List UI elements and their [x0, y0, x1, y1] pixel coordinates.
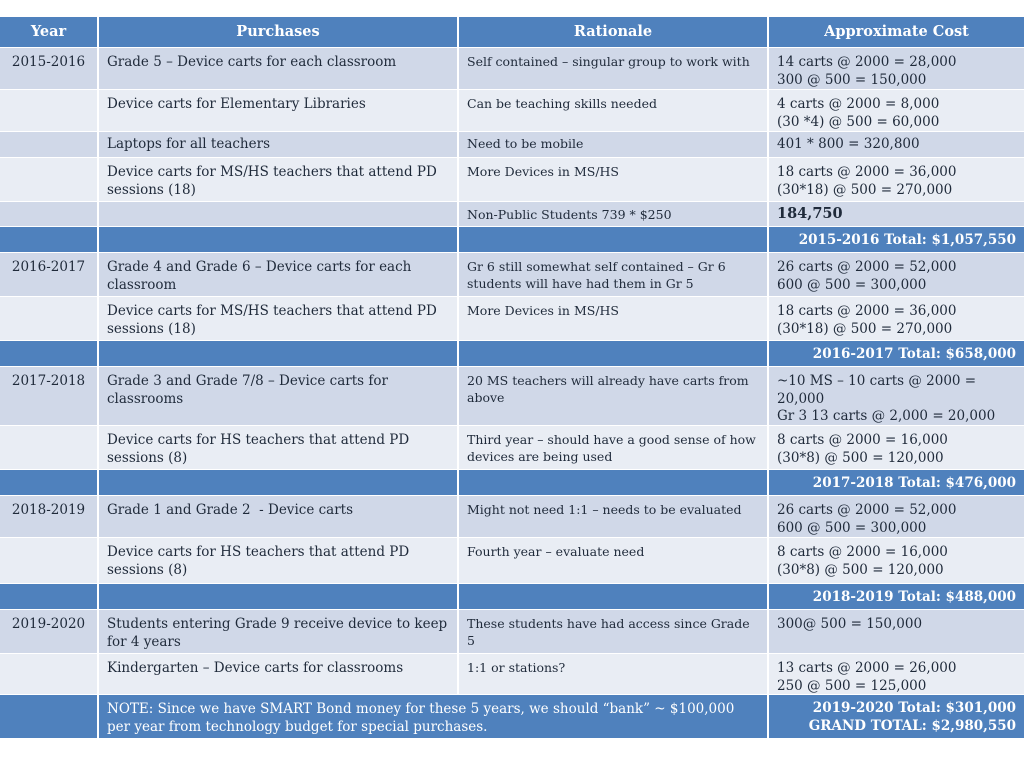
year-cell: [0, 654, 99, 694]
table-row: [0, 610, 1024, 653]
cost-cell: [769, 297, 1024, 340]
table-row: [0, 202, 1024, 226]
year-cell: [0, 158, 99, 201]
purchase-cell: Grade 5 – Device carts for each classroom: [99, 48, 459, 89]
year-cell: 2016-2017: [0, 253, 99, 296]
purchase-cell: Device carts for HS teachers that attend PD sessions (8): [99, 426, 459, 469]
cost-line: 13 carts @ 2000 = 26,000: [777, 660, 957, 676]
rationale-cell: Can be teaching skills needed: [459, 90, 769, 131]
table-row: [0, 538, 1024, 583]
cost-cell: [769, 496, 1024, 537]
cost-cell: [769, 158, 1024, 201]
rationale-cell: Third year – should have a good sense of how devices are being used: [459, 426, 769, 469]
header-year: Year: [0, 17, 99, 47]
cost-line: 8 carts @ 2000 = 16,000: [777, 432, 948, 448]
year-cell: [0, 538, 99, 583]
grand-total-cell: [769, 695, 1024, 738]
table-row: [0, 297, 1024, 340]
cost-cell: [769, 367, 1024, 425]
header-purchases: Purchases: [99, 17, 459, 47]
rationale-cell: Need to be mobile: [459, 132, 769, 157]
cost-cell: [769, 426, 1024, 469]
year-cell: [0, 297, 99, 340]
subtotal-value: 2016-2017 Total: $658,000: [769, 341, 1024, 366]
year-cell: 2019-2020: [0, 610, 99, 653]
header-cost: Approximate Cost: [769, 17, 1024, 47]
cost-cell: [769, 90, 1024, 131]
year-cell: 2015-2016: [0, 48, 99, 89]
rationale-cell: Self contained – singular group to work with: [459, 48, 769, 89]
table-row: [0, 132, 1024, 157]
year-cell: [0, 90, 99, 131]
cost-cell: [769, 538, 1024, 583]
cost-cell: [769, 132, 1024, 157]
year-cell: [0, 426, 99, 469]
cost-line: 26 carts @ 2000 = 52,000: [777, 259, 957, 275]
cost-line: 300@ 500 = 150,000: [777, 616, 923, 632]
rationale-cell: Gr 6 still somewhat self contained – Gr 6 students will have had them in Gr 5: [459, 253, 769, 296]
cost-line: Gr 3 13 carts @ 2,000 = 20,000: [777, 408, 996, 424]
year-cell: [0, 202, 99, 226]
purchase-cell: [99, 202, 459, 226]
subtotal-row: [0, 470, 1024, 495]
year-cell: 2017-2018: [0, 367, 99, 425]
table-row: [0, 90, 1024, 131]
cost-cell: [769, 48, 1024, 89]
rationale-cell: Might not need 1:1 – needs to be evaluated: [459, 496, 769, 537]
note-row: [0, 695, 1024, 738]
purchase-cell: Kindergarten – Device carts for classrooms: [99, 654, 459, 694]
purchase-cell: Students entering Grade 9 receive device to keep for 4 years: [99, 610, 459, 653]
cost-line: 18 carts @ 2000 = 36,000: [777, 164, 957, 180]
rationale-cell: 1:1 or stations?: [459, 654, 769, 694]
cost-line: 184,750: [777, 205, 843, 222]
cost-line: 4 carts @ 2000 = 8,000: [777, 96, 940, 112]
cost-line: 300 @ 500 = 150,000: [777, 71, 927, 88]
cost-line: 8 carts @ 2000 = 16,000: [777, 544, 948, 560]
subtotal-value: 2019-2020 Total: $301,000: [812, 700, 1016, 716]
year-cell: [0, 132, 99, 157]
cost-cell: [769, 610, 1024, 653]
cost-cell: [769, 202, 1024, 226]
cost-line: (30*18) @ 500 = 270,000: [777, 181, 953, 198]
cost-line: (30*18) @ 500 = 270,000: [777, 320, 953, 337]
table-row: [0, 253, 1024, 296]
year-cell: 2018-2019: [0, 496, 99, 537]
subtotal-value: 2017-2018 Total: $476,000: [769, 470, 1024, 495]
cost-cell: [769, 654, 1024, 694]
cost-cell: [769, 253, 1024, 296]
rationale-cell: More Devices in MS/HS: [459, 297, 769, 340]
purchase-cell: Device carts for HS teachers that attend PD sessions (8): [99, 538, 459, 583]
purchase-cell: Grade 3 and Grade 7/8 – Device carts for classrooms: [99, 367, 459, 425]
header-rationale: Rationale: [459, 17, 769, 47]
subtotal-row: [0, 584, 1024, 609]
budget-note: NOTE: Since we have SMART Bond money for these 5 years, we should “bank” ~ $100,000 per year from technology budget for special purchases.: [99, 695, 769, 738]
cost-line: 600 @ 500 = 300,000: [777, 276, 927, 293]
rationale-cell: More Devices in MS/HS: [459, 158, 769, 201]
cost-line: 26 carts @ 2000 = 52,000: [777, 502, 957, 518]
cost-line: 18 carts @ 2000 = 36,000: [777, 303, 957, 319]
cost-line: 600 @ 500 = 300,000: [777, 519, 927, 536]
subtotal-row: [0, 227, 1024, 252]
table-row: [0, 367, 1024, 425]
table-row: [0, 426, 1024, 469]
cost-line: (30 *4) @ 500 = 60,000: [777, 113, 940, 130]
cost-line: (30*8) @ 500 = 120,000: [777, 561, 944, 578]
purchase-cell: Grade 4 and Grade 6 – Device carts for each classroom: [99, 253, 459, 296]
rationale-cell: These students have had access since Grade 5: [459, 610, 769, 653]
cost-line: 401 * 800 = 320,800: [777, 136, 920, 152]
cost-line: 250 @ 500 = 125,000: [777, 677, 927, 694]
table-row: [0, 496, 1024, 537]
rationale-cell: Non-Public Students 739 * $250: [459, 202, 769, 226]
table-row: [0, 654, 1024, 694]
rationale-cell: Fourth year – evaluate need: [459, 538, 769, 583]
subtotal-value: 2015-2016 Total: $1,057,550: [769, 227, 1024, 252]
purchase-cell: Laptops for all teachers: [99, 132, 459, 157]
table-header: [0, 17, 1024, 47]
cost-line: (30*8) @ 500 = 120,000: [777, 449, 944, 466]
cost-line: ~10 MS – 10 carts @ 2000 = 20,000: [777, 373, 977, 407]
cost-line: 14 carts @ 2000 = 28,000: [777, 54, 957, 70]
purchase-cell: Device carts for MS/HS teachers that attend PD sessions (18): [99, 297, 459, 340]
subtotal-row: [0, 341, 1024, 366]
subtotal-value: 2018-2019 Total: $488,000: [769, 584, 1024, 609]
purchase-cell: Device carts for Elementary Libraries: [99, 90, 459, 131]
rationale-cell: 20 MS teachers will already have carts from above: [459, 367, 769, 425]
grand-total-value: GRAND TOTAL: $2,980,550: [808, 717, 1016, 734]
table-row: [0, 158, 1024, 201]
table-row: [0, 48, 1024, 89]
purchase-cell: Device carts for MS/HS teachers that attend PD sessions (18): [99, 158, 459, 201]
purchase-cell: Grade 1 and Grade 2 - Device carts: [99, 496, 459, 537]
